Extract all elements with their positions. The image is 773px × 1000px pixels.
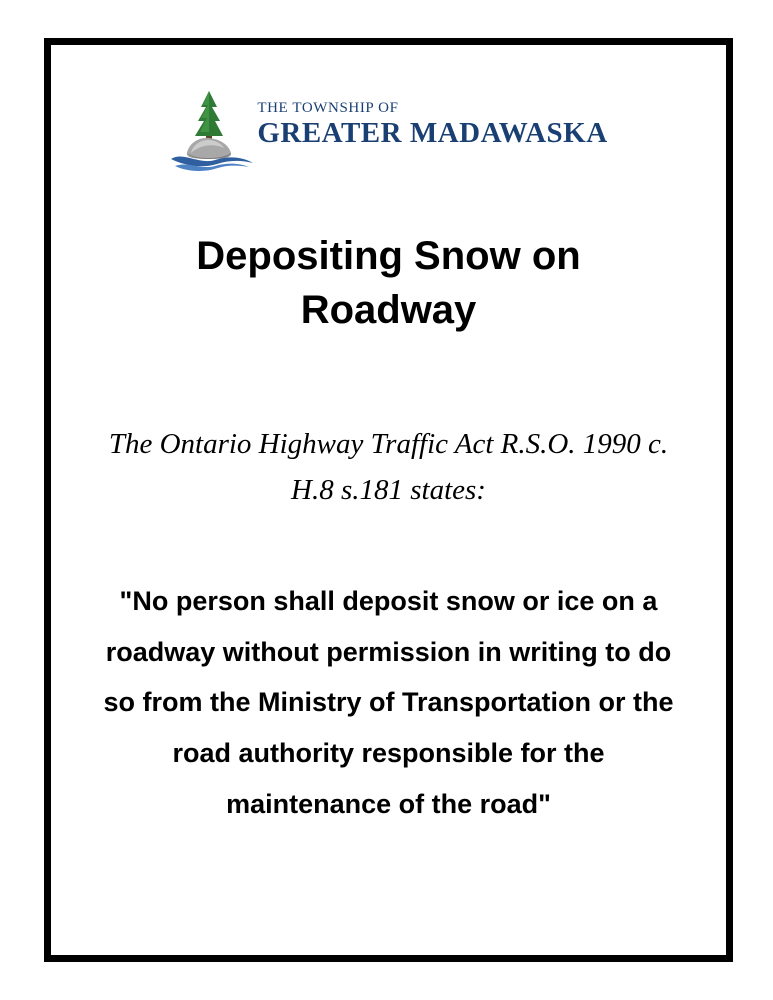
logo-wordmark: [257, 87, 607, 148]
tree-and-rock-logo-icon: [169, 87, 255, 171]
township-logo: [169, 87, 607, 171]
logo-line-1: THE TOWNSHIP OF: [257, 100, 399, 116]
logo-line-2: GREATER MADAWASKA: [257, 117, 608, 149]
logo-block: [81, 87, 696, 171]
statute-reference: The Ontario Highway Traffic Act R.S.O. 1990 c. H.8 s.181 states:: [108, 428, 669, 507]
poster-border-frame: [44, 38, 733, 962]
statute-quote: "No person shall deposit snow or ice on a roadway without permission in writing to do so from the Ministry of Transportation or the road authority responsible for the maintenance of the road": [103, 585, 674, 819]
page-title: Depositing Snow on Roadway: [196, 234, 581, 332]
